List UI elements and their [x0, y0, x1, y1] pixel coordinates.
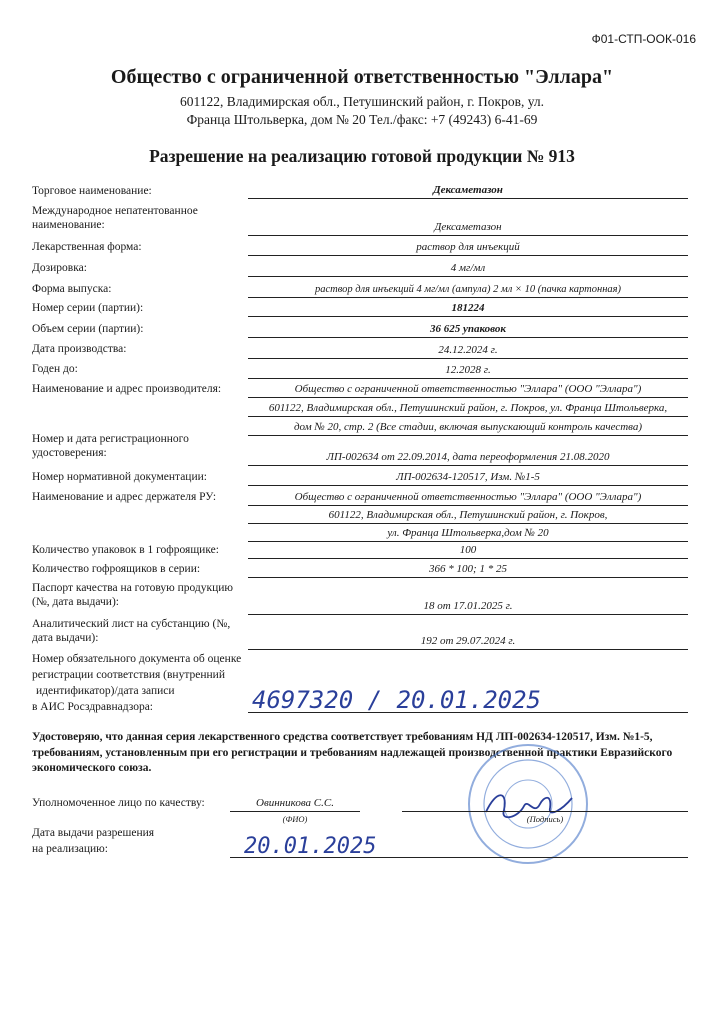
manufacturer-line2: 601122, Владимирская обл., Петушинский район, г. Покров, ул. Франца Штольверка,	[268, 402, 668, 414]
normative-doc-label: Номер нормативной документации:	[32, 471, 207, 483]
batch-volume-label: Объем серии (партии):	[32, 323, 144, 335]
conformity-label-line3: идентификатор)/дата записи	[36, 685, 175, 697]
manufacturer-line1: Общество с ограниченной ответственностью "Эллара" (ООО "Эллара")	[294, 383, 642, 395]
trade-name-line	[248, 198, 688, 199]
company-name: Общество с ограниченной ответственностью "Эллара"	[110, 66, 614, 88]
boxes-in-batch-line	[248, 577, 688, 578]
quality-passport-label: Паспорт качества на готовую продукцию (№, дата выдачи):	[32, 582, 233, 608]
manufacturer-rule3	[248, 435, 688, 436]
registration-line	[248, 465, 688, 466]
fio-caption: (ФИО)	[282, 814, 308, 824]
production-date-line	[248, 358, 688, 359]
holder-line3: ул. Франца Штольверка,дом № 20	[387, 527, 549, 539]
issue-date-line	[230, 857, 688, 858]
batch-number-line	[248, 316, 688, 317]
expiry-label: Годен до:	[32, 363, 78, 375]
trade-name-value: Дексаметазон	[433, 184, 503, 196]
trade-name-label: Торговое наименование:	[32, 185, 152, 197]
quality-passport-line	[248, 614, 688, 615]
production-date-value: 24.12.2024 г.	[438, 344, 498, 356]
expiry-line	[248, 378, 688, 379]
manufacturer-label: Наименование и адрес производителя:	[32, 383, 222, 395]
conformity-handwritten-value: 4697320 / 20.01.2025	[252, 686, 541, 714]
holder-rule2	[248, 523, 688, 524]
inn-value: Дексаметазон	[434, 221, 502, 233]
expiry-value: 12.2028 г.	[445, 364, 491, 376]
boxes-in-batch-label: Количество гофроящиков в серии:	[32, 563, 201, 575]
dosage-form-value: раствор для инъекций	[416, 241, 520, 253]
signature-caption: (Подпись)	[526, 814, 564, 824]
batch-volume-value: 36 625 упаковок	[429, 323, 506, 335]
authorized-name-line	[230, 811, 360, 812]
analytic-sheet-label: Аналитический лист на субстанцию (№, дата выдачи):	[32, 618, 231, 644]
inn-line	[248, 235, 688, 236]
normative-doc-line	[248, 485, 688, 486]
batch-number-label: Номер серии (партии):	[32, 302, 144, 314]
dosage-form-line	[248, 255, 688, 256]
batch-number-value: 181224	[451, 302, 485, 314]
packs-per-box-line	[248, 558, 688, 559]
manufacturer-rule2	[248, 416, 688, 417]
document-title: Разрешение на реализацию готовой продукции № 913	[149, 146, 575, 166]
packs-per-box-label: Количество упаковок в 1 гофроящике:	[32, 544, 219, 556]
release-form-value: раствор для инъекций 4 мг/мл (ампула) 2 мл × 10 (пачка картонная)	[314, 284, 622, 295]
manufacturer-rule1	[248, 397, 688, 398]
holder-rule3	[248, 541, 688, 542]
normative-doc-value: ЛП-002634-120517, Изм. №1-5	[396, 471, 540, 483]
boxes-in-batch-value: 366 * 100; 1 * 25	[429, 563, 507, 575]
signature-line	[402, 811, 688, 812]
issue-date-label-line1: Дата выдачи разрешения	[32, 827, 155, 839]
inn-label: Международное непатентованное наименование:	[32, 205, 198, 231]
conformity-label-line2: регистрации соответствия (внутренний	[32, 669, 225, 681]
holder-rule1	[248, 505, 688, 506]
dosage-form-label: Лекарственная форма:	[32, 241, 142, 253]
certification-statement: Удостоверяю, что данная серия лекарственного средства соответствует требованиям НД ЛП-002634-120517, Изм. №1-5, требованиям, установленным при его регистрации и требованиям надлежащей производственной практики Евразийского экономического союза.	[32, 731, 673, 774]
release-form-label: Форма выпуска:	[32, 283, 112, 295]
analytic-sheet-value: 192 от 29.07.2024 г.	[420, 635, 516, 647]
registration-value: ЛП-002634 от 22.09.2014, дата переоформления 21.08.2020	[326, 451, 610, 463]
release-form-line	[248, 297, 688, 298]
manufacturer-line3: дом № 20, стр. 2 (Все стадии, включая выпускающий контроль качества)	[293, 421, 643, 433]
holder-line1: Общество с ограниченной ответственностью "Эллара" (ООО "Эллара")	[294, 491, 642, 503]
holder-label: Наименование и адрес держателя РУ:	[32, 491, 217, 503]
holder-line2: 601122, Владимирская обл., Петушинский район, г. Покров,	[328, 509, 608, 521]
issue-date-label-line2: на реализацию:	[32, 843, 108, 855]
dosage-label: Дозировка:	[32, 262, 87, 274]
packs-per-box-value: 100	[459, 544, 477, 556]
conformity-label-line1: Номер обязательного документа об оценке	[32, 653, 242, 665]
form-code: Ф01-СТП-ООК-016	[591, 32, 696, 46]
dosage-value: 4 мг/мл	[450, 262, 486, 274]
quality-passport-value: 18 от 17.01.2025 г.	[423, 600, 513, 612]
issue-date-handwritten: 20.01.2025	[244, 834, 377, 859]
company-address-line1: 601122, Владимирская обл., Петушинский район, г. Покров, ул.	[180, 94, 544, 109]
registration-label: Номер и дата регистрационного удостоверения:	[32, 433, 189, 459]
authorized-person-label: Уполномоченное лицо по качеству:	[32, 797, 205, 809]
authorized-person-name: Овинникова С.С.	[256, 797, 334, 809]
conformity-line	[248, 712, 688, 713]
batch-volume-line	[248, 337, 688, 338]
analytic-sheet-line	[248, 649, 688, 650]
company-address-line2: Франца Штольверка, дом № 20 Тел./факс: +7 (49243) 6-41-69	[186, 112, 538, 127]
conformity-label-line4: в АИС Росздравнадзора:	[32, 701, 153, 713]
dosage-line	[248, 276, 688, 277]
production-date-label: Дата производства:	[32, 343, 127, 355]
